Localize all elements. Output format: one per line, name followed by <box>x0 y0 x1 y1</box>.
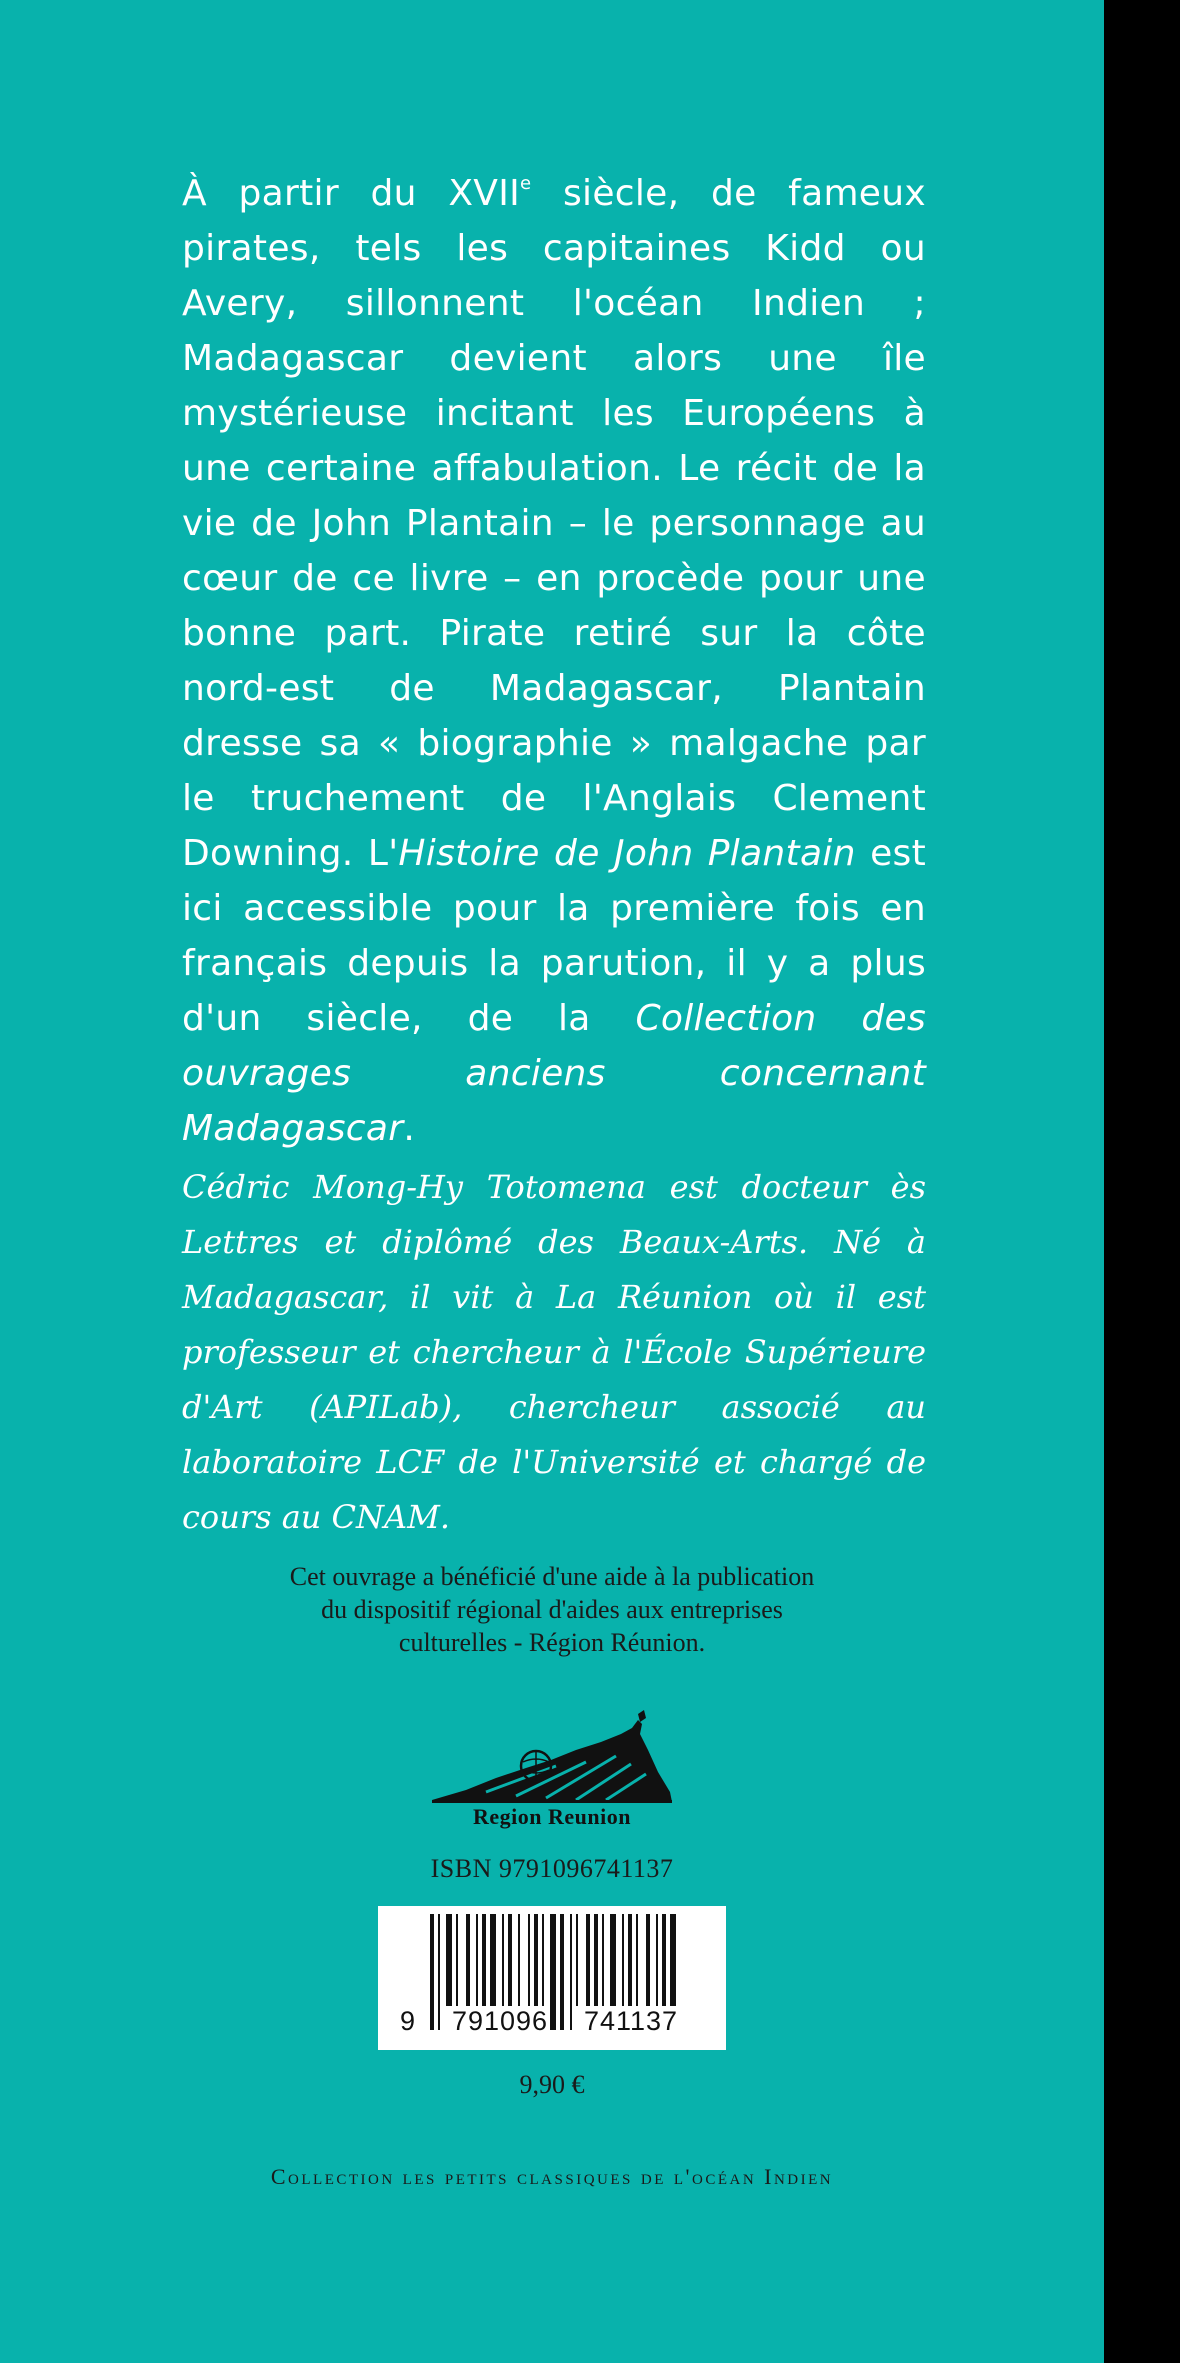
aid-line-1: Cet ouvrage a bénéficié d'une aide à la publication <box>289 1562 815 1591</box>
barcode-bar <box>502 1914 504 2006</box>
blurb-part-3: est ici accessible pour la première fois en français depuis la parution, il y a plus d'un siècle, de la <box>182 833 926 1039</box>
barcode-bar <box>628 1914 632 2006</box>
barcode-bar <box>456 1914 458 2006</box>
barcode-bar <box>586 1914 590 2006</box>
barcode-bar <box>446 1914 452 2006</box>
isbn: ISBN 9791096741137 <box>430 1854 674 1883</box>
barcode-bar <box>576 1914 578 2006</box>
price: 9,90 € <box>519 2070 585 2099</box>
barcode-bar <box>534 1914 538 2006</box>
barcode-bar <box>482 1914 486 2006</box>
barcode-bar <box>670 1914 676 2006</box>
barcode-bar <box>602 1914 604 2006</box>
barcode-bar <box>466 1914 470 2006</box>
blurb-book-title: Histoire de John Plantain <box>398 833 856 874</box>
blurb-part-2: siècle, de fameux pirates, tels les capitaines Kidd ou Avery, sillonnent l'océan Indien ; Madagascar devient alors une île mystérieuse incitant les Européens à une certaine affabulation. Le récit de la vie de John Plantain – le personnage au cœur de ce livre – en procède pour une bonne part. Pirate retiré sur la côte nord-est de Madagascar, Plantain dresse sa « biographie » malgache par le truchement de l'Anglais Clement Downing. L' <box>182 173 926 874</box>
barcode-bar <box>610 1914 616 2006</box>
publication-aid-notice <box>200 1560 904 1659</box>
barcode <box>378 1906 726 2050</box>
barcode-group-left: 791096 <box>451 2006 549 2036</box>
blurb-part-1: À partir du XVII <box>182 173 521 214</box>
barcode-digits <box>378 2002 726 2042</box>
barcode-group-right: 741137 <box>583 2006 679 2036</box>
barcode-bar <box>528 1914 530 2006</box>
barcode-bar <box>490 1914 496 2006</box>
barcode-bar <box>646 1914 650 2006</box>
aid-line-3: culturelles - Région Réunion. <box>398 1628 706 1657</box>
blurb-superscript: e <box>520 173 532 194</box>
barcode-bar <box>508 1914 512 2006</box>
barcode-bar <box>622 1914 624 2006</box>
barcode-bar <box>594 1914 598 2006</box>
barcode-bar <box>656 1914 658 2006</box>
logo-text: Region Reunion <box>473 1804 631 1829</box>
barcode-bar <box>542 1914 544 2006</box>
collection-name: Collection les petits classiques de l'océan Indien <box>270 2164 834 2189</box>
blurb-text <box>182 166 926 1156</box>
barcode-digit-first: 9 <box>400 2006 416 2036</box>
aid-line-2: du dispositif régional d'aides aux entreprises <box>321 1595 783 1624</box>
barcode-bar <box>636 1914 638 2006</box>
barcode-bar <box>476 1914 478 2006</box>
blurb-part-4: . <box>403 1108 416 1149</box>
barcode-bar <box>518 1914 520 2006</box>
spine-edge <box>1104 0 1180 2363</box>
barcode-bar <box>662 1914 666 2006</box>
author-bio: Cédric Mong-Hy Totomena est docteur ès Lettres et diplômé des Beaux-Arts. Né à Madagascar, il vit à La Réunion où il est professeur et chercheur à l'École Supérieure d'Art (APILab), chercheur associé au laboratoire LCF de l'Université et chargé de cours au CNAM. <box>182 1168 926 1536</box>
blurb-collection-title: Collection des ouvrages anciens concernant Madagascar <box>182 998 926 1149</box>
